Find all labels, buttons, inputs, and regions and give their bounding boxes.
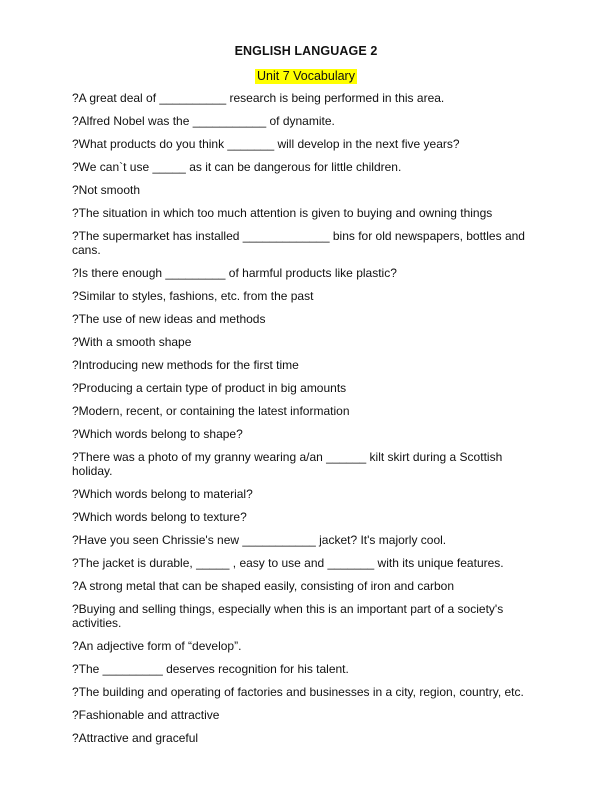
question-item: ?Fashionable and attractive [72, 708, 220, 722]
question-item: ?We can`t use _____ as it can be dangerous for little children. [72, 160, 402, 174]
question-item: ?The jacket is durable, _____ , easy to use and _______ with its unique features. [72, 556, 504, 570]
question-item: ?Producing a certain type of product in big amounts [72, 381, 347, 395]
question-item: ?There was a photo of my granny wearing a/an ______ kilt skirt during a Scottish holiday. [72, 450, 503, 478]
question-item: ?Which words belong to material? [72, 487, 253, 501]
question-item: ?The use of new ideas and methods [72, 312, 266, 326]
question-item: ?Alfred Nobel was the ___________ of dynamite. [72, 114, 335, 128]
question-item: ?The _________ deserves recognition for his talent. [72, 662, 349, 676]
question-item: ?Modern, recent, or containing the latest information [72, 404, 350, 418]
document-title: ENGLISH LANGUAGE 2 [234, 44, 378, 58]
document-subtitle: Unit 7 Vocabulary [257, 69, 355, 83]
question-item: ?Which words belong to shape? [72, 427, 243, 441]
question-item: ?What products do you think _______ will develop in the next five years? [72, 137, 460, 151]
question-item: ?With a smooth shape [72, 335, 192, 349]
subtitle-container [0, 67, 612, 85]
question-item: ?The supermarket has installed _____________ bins for old newspapers, bottles and cans. [72, 229, 525, 257]
question-list [72, 91, 540, 754]
question-item: ?A strong metal that can be shaped easily, consisting of iron and carbon [72, 579, 455, 593]
question-item: ?Buying and selling things, especially when this is an important part of a society's activities. [72, 602, 504, 630]
question-item: ?The situation in which too much attention is given to buying and owning things [72, 206, 493, 220]
question-item: ?Introducing new methods for the first time [72, 358, 299, 372]
question-item: ?Which words belong to texture? [72, 510, 247, 524]
question-item: ?Similar to styles, fashions, etc. from the past [72, 289, 314, 303]
question-item: ?Not smooth [72, 183, 141, 197]
question-item: ?A great deal of __________ research is being performed in this area. [72, 91, 445, 105]
question-item: ?Attractive and graceful [72, 731, 199, 745]
question-item: ?Is there enough _________ of harmful products like plastic? [72, 266, 397, 280]
question-item: ?An adjective form of “develop”. [72, 639, 242, 653]
question-item: ?The building and operating of factories and businesses in a city, region, country, etc. [72, 685, 524, 699]
question-item: ?Have you seen Chrissie's new ___________ jacket? It's majorly cool. [72, 533, 447, 547]
